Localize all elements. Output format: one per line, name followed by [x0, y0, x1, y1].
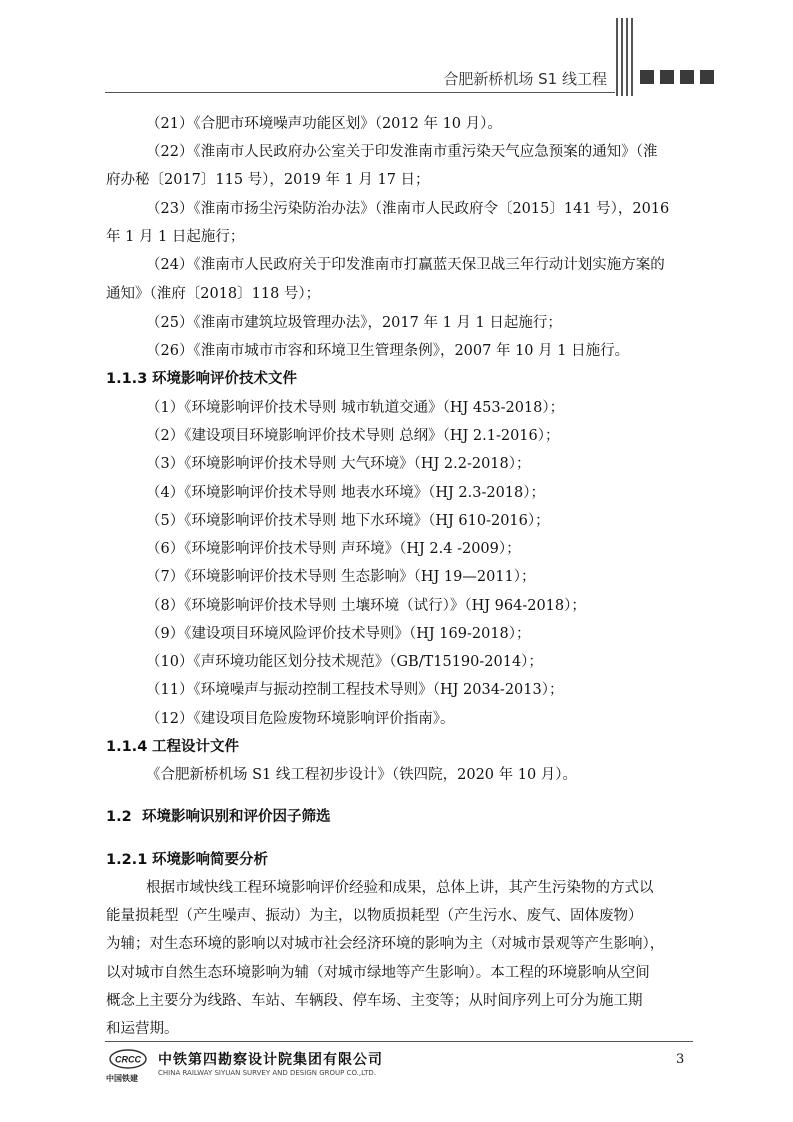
section-title: 环境影响简要分析	[152, 852, 268, 868]
paragraph-line: 为辅；对生态环境的影响以对城市社会经济环境的影响为主（对城市景观等产生影响），	[106, 936, 665, 952]
tech-doc-item: （11）《环境噪声与振动控制工程技术导则》（HJ 2034-2013）；	[146, 682, 564, 698]
tech-doc-item: （5）《环境影响评价技术导则 地下水环境》（HJ 610-2016）；	[146, 513, 550, 529]
regulation-23-line2: 年 1 月 1 日起施行；	[106, 229, 245, 245]
page-number: 3	[676, 1052, 685, 1067]
crcc-logo	[108, 1047, 148, 1071]
regulation-23-line1: （23）《淮南市扬尘污染防治办法》（淮南市人民政府令〔2015〕141 号），2016	[146, 201, 670, 217]
section-title: 工程设计文件	[152, 739, 239, 755]
paragraph-line: 以对城市自然生态环境影响为辅（对城市绿地等产生影响）。本工程的环境影响从空间	[106, 965, 650, 981]
tech-doc-item: （3）《环境影响评价技术导则 大气环境》（HJ 2.2-2018）；	[146, 456, 531, 472]
section-title: 环境影响识别和评价因子筛选	[142, 809, 331, 825]
running-header-title: 合肥新桥机场 S1 线工程	[443, 70, 607, 88]
regulation-24-line2: 通知》（淮府〔2018〕118 号）；	[106, 286, 321, 302]
company-name-cn: 中铁第四勘察设计院集团有限公司	[158, 1052, 383, 1068]
section-heading-1-2-1	[106, 848, 268, 869]
tech-doc-item: （6）《环境影响评价技术导则 声环境》（HJ 2.4 -2009）；	[146, 541, 521, 557]
paragraph-line: 根据市域快线工程环境影响评价经验和成果，总体上讲，其产生污染物的方式以	[146, 880, 654, 896]
section-number: 1.1.4	[106, 739, 148, 755]
section-number: 1.1.3	[106, 371, 148, 387]
tech-doc-item: （1）《环境影响评价技术导则 城市轨道交通》（HJ 453-2018）；	[146, 400, 565, 416]
section-heading-1-2	[106, 805, 331, 826]
tech-doc-item: （9）《建设项目环境风险评价技术导则》（HJ 169-2018）；	[146, 626, 531, 642]
section-heading-1-1-3	[106, 367, 297, 388]
paragraph-line: 概念上主要分为线路、车站、车辆段、停车场、主变等；从时间序列上可分为施工期	[106, 993, 643, 1009]
regulation-21: （21）《合肥市环境噪声功能区划》（2012 年 10 月）。	[146, 116, 502, 132]
tech-doc-item: （7）《环境影响评价技术导则 生态影响》（HJ 19—2011）；	[146, 569, 536, 585]
section-title: 环境影响评价技术文件	[152, 371, 297, 387]
logo-caption: 中国铁建	[106, 1074, 138, 1083]
footer-rule	[105, 1041, 693, 1042]
header-rule	[105, 92, 615, 93]
tech-doc-item: （4）《环境影响评价技术导则 地表水环境》（HJ 2.3-2018）；	[146, 485, 546, 501]
tech-doc-item: （2）《建设项目环境影响评价技术导则 总纲》（HJ 2.1-2016）；	[146, 428, 560, 444]
design-doc-text: 《合肥新桥机场 S1 线工程初步设计》（铁四院，2020 年 10 月）。	[146, 767, 578, 783]
regulation-25: （25）《淮南市建筑垃圾管理办法》，2017 年 1 月 1 日起施行；	[146, 315, 562, 331]
regulation-22-line1: （22）《淮南市人民政府办公室关于印发淮南市重污染天气应急预案的通知》（淮	[146, 144, 658, 160]
regulation-24-line1: （24）《淮南市人民政府关于印发淮南市打赢蓝天保卫战三年行动计划实施方案的	[146, 257, 665, 273]
tech-doc-item: （8）《环境影响评价技术导则 土壤环境（试行）》（HJ 964-2018）；	[146, 598, 586, 614]
section-number: 1.2.1	[106, 852, 148, 868]
paragraph-line: 能量损耗型（产生噪声、振动）为主，以物质损耗型（产生污水、废气、固体废物）	[106, 908, 643, 924]
paragraph-line: 和运营期。	[106, 1021, 179, 1037]
tech-doc-item: （12）《建设项目危险废物环境影响评价指南》。	[146, 711, 455, 727]
logo-text: CRCC	[115, 1054, 141, 1065]
regulation-26: （26）《淮南市城市市容和环境卫生管理条例》，2007 年 10 月 1 日施行。	[146, 343, 630, 359]
regulation-22-line2: 府办秘〔2017〕115 号），2019 年 1 月 17 日；	[106, 172, 430, 188]
section-heading-1-1-4	[106, 735, 239, 756]
header-decor-bars	[616, 18, 636, 96]
company-name-en: CHINA RAILWAY SIYUAN SURVEY AND DESIGN GROUP CO.,LTD.	[158, 1069, 376, 1077]
section-number: 1.2	[106, 809, 132, 825]
tech-doc-item: （10）《声环境功能区划分技术规范》（GB/T15190-2014）；	[146, 654, 543, 670]
